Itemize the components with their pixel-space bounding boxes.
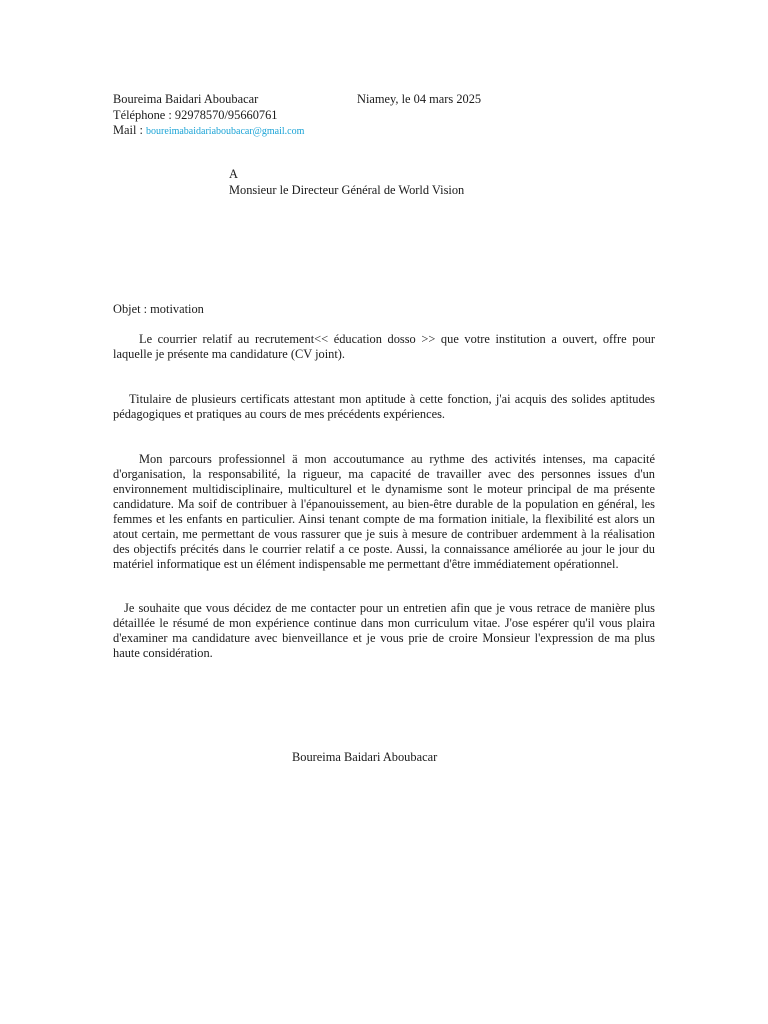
email-link[interactable]: boureimabaidariaboubacar@gmail.com [146, 126, 305, 137]
paragraph-1: Le courrier relatif au recrutement<< éducation dosso >> que votre institution a ouvert, offre pour laquelle je présente ma candidature (CV joint). [113, 332, 655, 361]
sender-name: Boureima Baidari Aboubacar [113, 92, 259, 106]
sender-mail-line [113, 123, 304, 139]
recipient-prefix: A [229, 167, 238, 181]
letter-subject: Objet : motivation [113, 302, 204, 316]
paragraph-2: Titulaire de plusieurs certificats attestant mon aptitude à cette fonction, j'ai acquis des solides aptitudes pédagogiques et pratiques au cours de mes précédents expériences. [113, 392, 655, 421]
recipient-name: Monsieur le Directeur Général de World Vision [229, 183, 465, 197]
paragraph-4: Je souhaite que vous décidez de me contacter pour un entretien afin que je vous retrace de manière plus détaillée le résumé de mon expérience continue dans mon curriculum vitae. J'ose espérer qu'il vous plaira d'examiner ma candidature avec bienveillance et je vous prie de croire Monsieur l'expression de ma plus haute considération. [113, 601, 655, 660]
place-date: Niamey, le 04 mars 2025 [357, 92, 482, 106]
paragraph-3: Mon parcours professionnel ä mon accoutumance au rythme des activités intenses, ma capacité d'organisation, la responsabilité, la rigueur, ma capacité de travailler avec des personnes issues d'un environnement multidisciplinaire, multiculturel et le dynamisme sont le moteur principal de ma présente candidature. Ma soif de contribuer à l'épanouissement, au bien-être durable de la population en général, les femmes et les enfants en particulier. Ainsi tenant compte de ma formation initiale, la flexibilité est alors un atout certain, me permettant de vous rassurer que je suis à mesure de contribuer ardemment à la réalisation des objectifs précités dans le courrier relatif a ce poste. Aussi, la connaissance améliorée au jour le jour du matériel informatique est un élément indispensable me permettant d'être immédiatement opérationnel. [113, 452, 655, 571]
sender-phone: Téléphone : 92978570/95660761 [113, 108, 278, 122]
mail-label: Mail : [113, 123, 147, 137]
signature: Boureima Baidari Aboubacar [292, 750, 438, 764]
